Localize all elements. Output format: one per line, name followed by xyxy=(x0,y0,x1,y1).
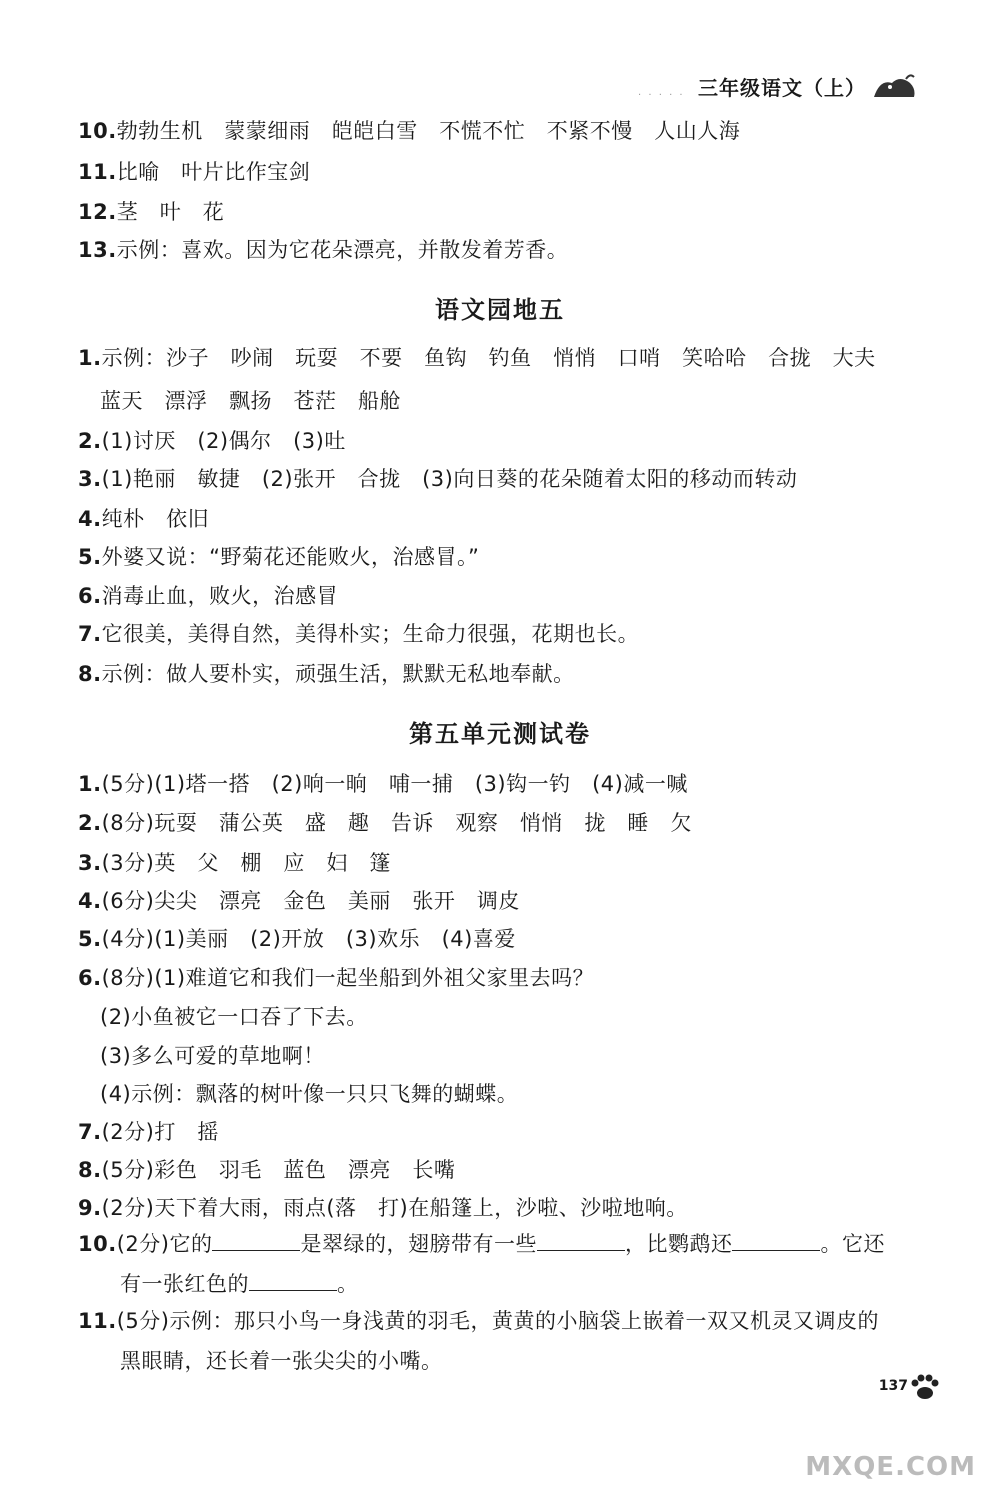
answer-line xyxy=(78,197,224,227)
answer-line xyxy=(78,963,594,993)
question-number: 8. xyxy=(78,662,102,686)
question-number: 1. xyxy=(78,772,102,796)
question-number: 7. xyxy=(78,1120,102,1144)
answer-text: 蓝天 漂浮 飘扬 苍茫 船舱 xyxy=(100,389,401,413)
section-title: 语文园地五 xyxy=(435,296,565,324)
answer-text: 黑眼睛，还长着一张尖尖的小嘴。 xyxy=(120,1349,443,1373)
cat-decoration-icon xyxy=(870,73,918,101)
fill-blank xyxy=(249,1270,337,1291)
question-number: 13. xyxy=(78,238,117,262)
header-dots: · · · · · xyxy=(638,90,685,101)
answer-line xyxy=(78,581,338,611)
page-header xyxy=(638,72,918,101)
answer-line xyxy=(100,1002,368,1032)
answer-text: (2分)打 摇 xyxy=(101,1120,219,1144)
answer-line xyxy=(78,542,479,572)
answer-text: (2分)它的 xyxy=(116,1232,213,1256)
question-number: 11. xyxy=(78,1309,117,1333)
answer-text: (3)多么可爱的草地啊！ xyxy=(100,1044,325,1068)
question-number: 12. xyxy=(78,200,117,224)
answer-line xyxy=(78,1155,455,1185)
page-number: 137 xyxy=(878,1378,908,1394)
answer-text: (1)讨厌 (2)偶尔 (3)吐 xyxy=(101,429,346,453)
answer-text: 比喻 叶片比作宝剑 xyxy=(116,160,311,184)
answer-text: (4分)(1)美丽 (2)开放 (3)欢乐 (4)喜爱 xyxy=(101,927,516,951)
answer-line xyxy=(78,808,692,838)
question-number: 6. xyxy=(78,584,102,608)
question-number: 6. xyxy=(78,966,102,990)
answer-text: (5分)彩色 羽毛 蓝色 漂亮 长嘴 xyxy=(101,1158,456,1182)
answer-text: 它很美，美得自然，美得朴实；生命力很强，花期也长。 xyxy=(101,622,640,646)
answer-line xyxy=(78,235,568,265)
answer-line xyxy=(78,619,639,649)
answer-line-q11-cont xyxy=(120,1346,443,1376)
watermark-text: MXQE.COM xyxy=(805,1452,976,1482)
question-number: 10. xyxy=(78,1232,117,1256)
answer-text: 是翠绿的，翅膀带有一些 xyxy=(300,1232,537,1256)
answer-text: 茎 叶 花 xyxy=(116,200,225,224)
question-number: 3. xyxy=(78,467,102,491)
answer-line xyxy=(78,659,575,689)
question-number: 4. xyxy=(78,889,102,913)
answer-line xyxy=(78,464,797,494)
question-number: 5. xyxy=(78,545,102,569)
answer-text: (6分)尖尖 漂亮 金色 美丽 张开 调皮 xyxy=(101,889,520,913)
answer-text: 。它还 xyxy=(820,1232,885,1256)
answer-text: 。 xyxy=(337,1272,359,1296)
answer-line xyxy=(100,1079,518,1109)
answer-line xyxy=(78,924,516,954)
answer-text: 有一张红色的 xyxy=(120,1272,249,1296)
fill-blank xyxy=(732,1230,820,1251)
answer-text: 勃勃生机 蒙蒙细雨 皑皑白雪 不慌不忙 不紧不慢 人山人海 xyxy=(116,119,741,143)
question-number: 8. xyxy=(78,1158,102,1182)
answer-text: (2)小鱼被它一口吞了下去。 xyxy=(100,1005,368,1029)
answer-line-q10 xyxy=(78,1229,885,1259)
question-number: 9. xyxy=(78,1196,102,1220)
answer-line xyxy=(78,504,209,534)
answer-line xyxy=(100,386,401,416)
answer-text: 外婆又说：“野菊花还能败火，治感冒。” xyxy=(101,545,480,569)
question-number: 2. xyxy=(78,811,102,835)
answer-text: 纯朴 依旧 xyxy=(101,507,210,531)
question-number: 4. xyxy=(78,507,102,531)
answer-text: (8分)玩耍 蒲公英 盛 趣 告诉 观察 悄悄 拢 睡 欠 xyxy=(101,811,692,835)
answer-text: (2分)天下着大雨，雨点(落 打)在船篷上，沙啦、沙啦地响。 xyxy=(101,1196,688,1220)
answer-line xyxy=(78,1117,219,1147)
section-title: 第五单元测试卷 xyxy=(409,720,591,748)
paw-print-icon xyxy=(908,1372,942,1402)
answer-text: (5分)示例：那只小鸟一身浅黄的羽毛，黄黄的小脑袋上嵌着一双又机灵又调皮的 xyxy=(116,1309,879,1333)
answer-text: (4)示例：飘落的树叶像一只只飞舞的蝴蝶。 xyxy=(100,1082,519,1106)
answer-line xyxy=(78,116,740,146)
question-number: 5. xyxy=(78,927,102,951)
question-number: 1. xyxy=(78,346,102,370)
answer-line xyxy=(78,426,346,456)
answer-line xyxy=(78,1193,688,1223)
question-number: 2. xyxy=(78,429,102,453)
answer-text: ，比鹦鹉还 xyxy=(624,1232,733,1256)
answer-line xyxy=(78,343,876,373)
answer-line xyxy=(78,157,310,187)
answer-text: (3分)英 父 棚 应 妇 篷 xyxy=(101,851,391,875)
answer-line xyxy=(100,1041,325,1071)
answer-text: (8分)(1)难道它和我们一起坐船到外祖父家里去吗？ xyxy=(101,966,595,990)
answer-line xyxy=(78,886,520,916)
question-number: 7. xyxy=(78,622,102,646)
answer-line xyxy=(78,769,688,799)
answer-text: (1)艳丽 敏捷 (2)张开 合拢 (3)向日葵的花朵随着太阳的移动而转动 xyxy=(101,467,798,491)
fill-blank xyxy=(537,1230,625,1251)
answer-line-q11 xyxy=(78,1306,879,1336)
question-number: 11. xyxy=(78,160,117,184)
answer-line xyxy=(78,848,391,878)
fill-blank xyxy=(212,1230,300,1251)
answer-text: 示例：做人要朴实，顽强生活，默默无私地奉献。 xyxy=(101,662,575,686)
answer-line-q10-cont xyxy=(120,1269,359,1299)
header-grade-label: 三年级语文（上） xyxy=(698,76,866,100)
question-number: 3. xyxy=(78,851,102,875)
question-number: 10. xyxy=(78,119,117,143)
answer-text: 示例：喜欢。因为它花朵漂亮，并散发着芳香。 xyxy=(116,238,569,262)
answer-text: 消毒止血，败火，治感冒 xyxy=(101,584,339,608)
answer-text: (5分)(1)塔一搭 (2)响一晌 哺一捕 (3)钩一钓 (4)减一喊 xyxy=(101,772,688,796)
answer-text: 示例：沙子 吵闹 玩耍 不要 鱼钩 钓鱼 悄悄 口哨 笑哈哈 合拢 大夫 xyxy=(101,346,876,370)
